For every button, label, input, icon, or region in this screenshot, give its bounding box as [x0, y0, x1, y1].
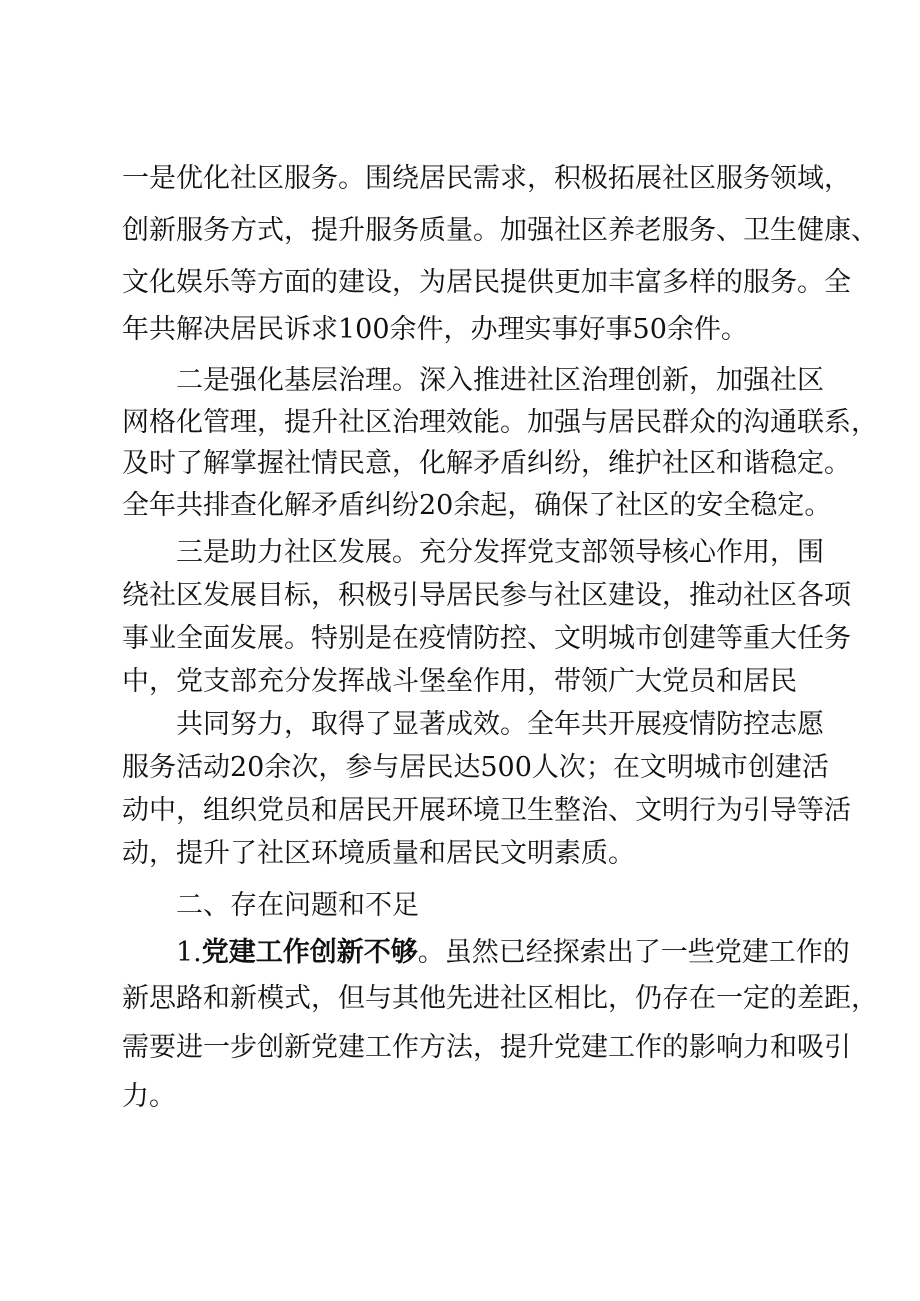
paragraph-4-line-4: 动，提升了社区环境质量和居民文明素质。 — [122, 838, 635, 869]
paragraph-5-line-1 — [176, 933, 850, 973]
paragraph-5-line-3: 需要进一步创新党建工作方法，提升党建工作的影响力和吸引 — [122, 1032, 851, 1063]
paragraph-3-line-2: 绕社区发展目标，积极引导居民参与社区建设，推动社区各项 — [122, 580, 851, 611]
paragraph-3-line-3: 事业全面发展。特别是在疫情防控、文明城市创建等重大任务 — [122, 623, 851, 654]
paragraph-4-line-2: 服务活动20余次，参与居民达500人次；在文明城市创建活 — [122, 752, 829, 783]
paragraph-2-line-4: 全年共排查化解矛盾纠纷20余起，确保了社区的安全稳定。 — [122, 490, 832, 521]
item-bold-lead: 党建工作创新不够 — [201, 937, 418, 968]
paragraph-2-line-3: 及时了解掌握社情民意，化解矛盾纠纷，维护社区和谐稳定。 — [122, 448, 851, 479]
paragraph-3-line-4: 中，党支部充分发挥战斗堡垒作用，带领广大党员和居民 — [122, 666, 797, 697]
section-heading: 二、存在问题和不足 — [176, 890, 419, 921]
paragraph-1-line-1: 一是优化社区服务。围绕居民需求，积极拓展社区服务领域， — [122, 163, 851, 194]
paragraph-3-line-1: 三是助力社区发展。充分发挥党支部领导核心作用，围 — [176, 537, 824, 568]
paragraph-2-line-1: 二是强化基层治理。深入推进社区治理创新，加强社区 — [176, 365, 824, 396]
item-rest: 。虽然已经探索出了一些党建工作的 — [417, 937, 850, 968]
paragraph-5-line-2: 新思路和新模式，但与其他先进社区相比，仍存在一定的差距， — [122, 983, 878, 1014]
item-number: 1. — [176, 937, 202, 968]
paragraph-4-line-1: 共同努力，取得了显著成效。全年共开展疫情防控志愿 — [176, 709, 824, 740]
paragraph-1-line-2: 创新服务方式，提升服务质量。加强社区养老服务、卫生健康、 — [122, 215, 878, 246]
paragraph-4-line-3: 动中，组织党员和居民开展环境卫生整治、文明行为引导等活 — [122, 795, 851, 826]
paragraph-5-line-4: 力。 — [122, 1081, 176, 1112]
paragraph-1-line-3: 文化娱乐等方面的建设，为居民提供更加丰富多样的服务。全 — [122, 267, 851, 298]
paragraph-1-line-4: 年共解决居民诉求100余件，办理实事好事50余件。 — [122, 314, 748, 345]
paragraph-2-line-2: 网格化管理，提升社区治理效能。加强与居民群众的沟通联系， — [122, 407, 878, 438]
